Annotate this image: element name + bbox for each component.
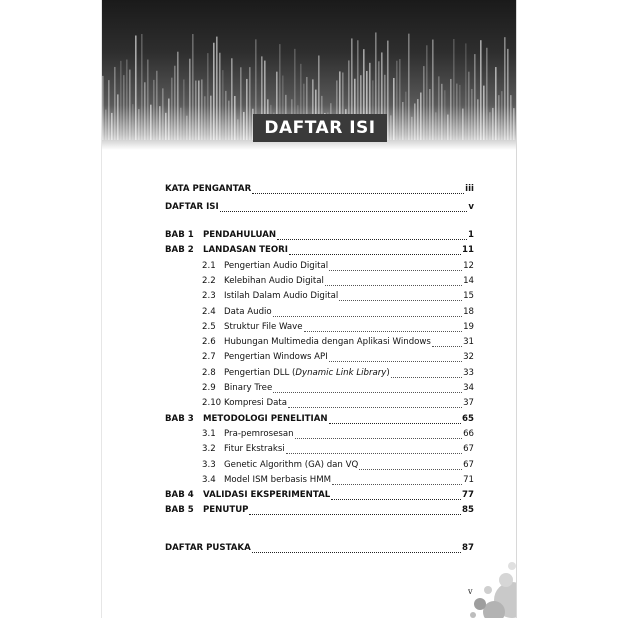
toc-label: VALIDASI EKSPERIMENTAL bbox=[203, 490, 331, 501]
dot-leader bbox=[359, 469, 462, 470]
dot-leader bbox=[432, 346, 462, 347]
dot-leader bbox=[304, 331, 463, 332]
toc-page-number: 67 bbox=[463, 444, 474, 455]
header-banner bbox=[102, 0, 516, 150]
toc-label: Istilah Dalam Audio Digital bbox=[224, 291, 339, 302]
toc-label: DAFTAR ISI bbox=[165, 202, 219, 212]
toc-chapter bbox=[165, 490, 474, 503]
toc-page-number: 67 bbox=[463, 459, 474, 470]
toc-section bbox=[202, 291, 474, 304]
toc-number: 3.3 bbox=[202, 459, 216, 470]
toc-chapter bbox=[165, 505, 474, 518]
page-title: DAFTAR ISI bbox=[253, 114, 387, 142]
toc-number: 3.2 bbox=[202, 444, 216, 455]
toc-label: Hubungan Multimedia dengan Aplikasi Windows bbox=[224, 337, 431, 348]
toc-page-number: 18 bbox=[463, 306, 474, 317]
toc-page-number: 65 bbox=[462, 413, 474, 424]
toc-section bbox=[202, 444, 474, 457]
dot-leader bbox=[339, 300, 462, 301]
toc-number: BAB 4 bbox=[165, 490, 194, 501]
toc-page-number: iii bbox=[465, 184, 474, 194]
toc-label: PENUTUP bbox=[203, 505, 249, 516]
dot-leader bbox=[332, 484, 462, 485]
dot-leader bbox=[329, 270, 462, 271]
toc-label: Kelebihan Audio Digital bbox=[224, 275, 324, 286]
toc-page-number: 14 bbox=[463, 275, 474, 286]
toc-label: Pengertian Windows API bbox=[224, 352, 328, 363]
toc-section bbox=[202, 337, 474, 350]
toc-number: 2.10 bbox=[202, 398, 222, 409]
toc-label: Data Audio bbox=[224, 306, 272, 317]
toc-number: BAB 1 bbox=[165, 230, 194, 240]
book-page bbox=[102, 0, 516, 618]
toc-label: Model ISM berbasis HMM bbox=[224, 474, 332, 485]
toc-section bbox=[202, 352, 474, 365]
dot-leader bbox=[391, 377, 462, 378]
toc-page-number: 31 bbox=[463, 337, 474, 348]
toc-number: 2.5 bbox=[202, 321, 216, 332]
toc-chapter bbox=[165, 414, 474, 427]
toc-section bbox=[202, 475, 474, 488]
toc-number: 2.7 bbox=[202, 352, 216, 363]
toc-chapter bbox=[165, 230, 474, 243]
toc-page-number: 19 bbox=[463, 321, 474, 332]
toc-chapter bbox=[165, 245, 474, 258]
dot-leader bbox=[277, 239, 467, 240]
toc-section bbox=[202, 307, 474, 320]
dot-leader bbox=[325, 285, 462, 286]
toc-page-number: 33 bbox=[463, 367, 474, 378]
toc-label: Pengertian DLL (Dynamic Link Library) bbox=[224, 367, 390, 378]
toc-number: 3.4 bbox=[202, 474, 216, 485]
toc-page-number: 15 bbox=[463, 291, 474, 302]
toc-section bbox=[202, 368, 474, 381]
toc-label: METODOLOGI PENELITIAN bbox=[203, 413, 328, 424]
toc-number: BAB 3 bbox=[165, 413, 194, 424]
toc-number: 3.1 bbox=[202, 428, 216, 439]
dot-leader bbox=[252, 552, 461, 553]
toc-number: 2.2 bbox=[202, 275, 216, 286]
toc-entry bbox=[165, 543, 474, 556]
toc-number: 2.9 bbox=[202, 383, 216, 393]
toc-label: DAFTAR PUSTAKA bbox=[165, 542, 251, 553]
toc-number: 2.6 bbox=[202, 337, 216, 348]
toc-label: PENDAHULUAN bbox=[203, 230, 277, 240]
page-number: v bbox=[468, 587, 473, 596]
dot-leader bbox=[329, 361, 462, 362]
toc-page-number: 37 bbox=[463, 398, 474, 409]
toc-section bbox=[202, 261, 474, 274]
toc-label: Pengertian Audio Digital bbox=[224, 260, 329, 271]
toc-section bbox=[202, 276, 474, 289]
toc-label: KATA PENGANTAR bbox=[165, 184, 252, 194]
dot-leader bbox=[220, 211, 468, 212]
toc-page-number: v bbox=[468, 202, 474, 212]
toc-label: LANDASAN TEORI bbox=[203, 245, 288, 256]
dot-leader bbox=[295, 438, 462, 439]
toc-number: BAB 2 bbox=[165, 245, 194, 256]
dot-leader bbox=[288, 407, 462, 408]
toc-label: Fitur Ekstraksi bbox=[224, 444, 285, 455]
toc-page-number: 34 bbox=[463, 383, 474, 393]
dot-leader bbox=[249, 514, 461, 515]
toc-label: Pra-pemrosesan bbox=[224, 428, 294, 439]
toc-section bbox=[202, 429, 474, 442]
toc-section bbox=[202, 398, 474, 411]
toc-page-number: 71 bbox=[463, 474, 474, 485]
dot-leader bbox=[289, 254, 461, 255]
toc-number: 2.4 bbox=[202, 306, 216, 317]
toc-label: Kompresi Data bbox=[224, 398, 288, 409]
toc-number: 2.8 bbox=[202, 367, 216, 378]
toc-number: BAB 5 bbox=[165, 505, 194, 516]
toc-entry bbox=[165, 202, 474, 215]
dot-leader bbox=[329, 423, 461, 424]
toc-page-number: 66 bbox=[463, 428, 474, 439]
toc-page-number: 1 bbox=[468, 230, 474, 240]
toc-label: Struktur File Wave bbox=[224, 321, 303, 332]
toc-label: Binary Tree bbox=[224, 383, 273, 393]
toc-page-number: 12 bbox=[463, 260, 474, 271]
dot-leader bbox=[273, 316, 462, 317]
toc-number: 2.1 bbox=[202, 260, 216, 271]
toc-section bbox=[202, 460, 474, 473]
toc-number: 2.3 bbox=[202, 291, 216, 302]
toc-entry bbox=[165, 184, 474, 197]
toc-page-number: 87 bbox=[462, 542, 474, 553]
dot-leader bbox=[331, 499, 461, 500]
dot-leader bbox=[252, 193, 464, 194]
toc-section bbox=[202, 322, 474, 335]
dot-leader bbox=[286, 453, 462, 454]
toc-page-number: 32 bbox=[463, 352, 474, 363]
toc-page-number: 77 bbox=[462, 490, 474, 501]
toc-label: Genetic Algorithm (GA) dan VQ bbox=[224, 459, 359, 470]
toc-page-number: 11 bbox=[462, 245, 474, 256]
toc-page-number: 85 bbox=[462, 505, 474, 516]
dot-leader bbox=[273, 392, 462, 393]
toc-section bbox=[202, 383, 474, 396]
